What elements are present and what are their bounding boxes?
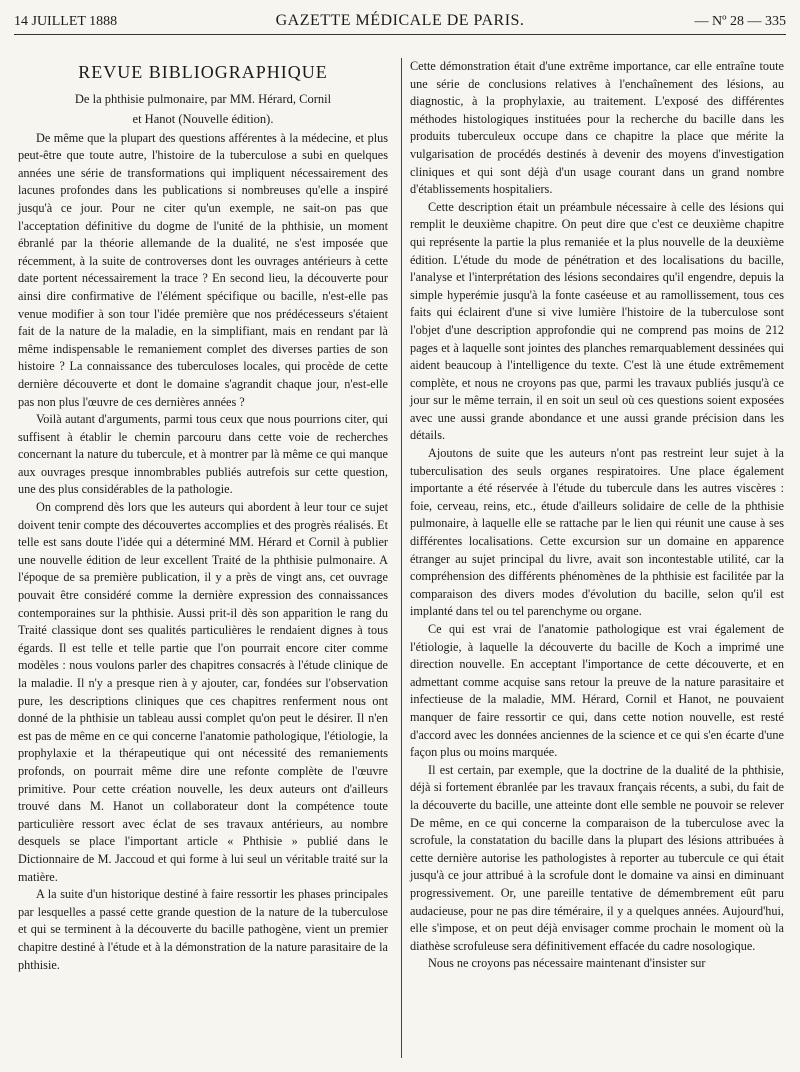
paragraph: On comprend dès lors que les auteurs qui abordent à leur tour ce sujet doivent tenir compte des découvertes accomplies et des progrès réalisés. Et telle est sans doute l'idée qui a déterminé MM. Hérard et Cornil à publier une nouvelle édition de leur excellent Traité de la phthisie pulmonaire. A l'époque de sa première publication, il y a près de vingt ans, cet ouvrage pouvait être considéré comme la dernière expression des connaissances contemporaines sur la phthisie. Aussi prit-il dès son apparition le rang du Traité classique dont ses qualités particulières le rendaient dignes à tous égards. Il est telle et telle partie que l'on pourrait encore citer comme modèles : nous voulons parler des chapitres consacrés à l'étude clinique de la maladie. Il n'y a presque rien à y ajouter, car, fondées sur l'observation pure, les descriptions cliniques que ces chapitres renferment nous ont donné de la phthisie un tableau aussi complet qu'on peut le désirer. Il n'en est pas de même en ce qui concerne l'anatomie pathologique, l'étiologie, la prophylaxie et la thérapeutique qui ont nécessité des remaniements profonds, on pourrait même dire une refonte complète de l'œuvre primitive. Pour cette création nouvelle, les deux auteurs ont d'ailleurs trouvé dans M. Hanot un collaborateur dont la compétence toute particulière ressort avec éclat de ses travaux antérieurs, au nombre desquels se place l'important article « Phthisie » publié dans le Dictionnaire de M. Jaccoud et qui forme à lui seul un véritable traité sur la matière. [18, 500, 388, 884]
paragraph: Nous ne croyons pas nécessaire maintenant d'insister sur [428, 956, 706, 971]
header-date: 14 JUILLET 1888 [14, 14, 118, 29]
book-title-line-2: et Hanot (Nouvelle édition). [132, 111, 274, 126]
paragraph: A la suite d'un historique destiné à faire ressortir les phases principales par lesquelles a passé cette grande question de la nature de la tuberculose et qui se terminent à la découverte du bacille pathogène, vient un premier chapitre destiné à l'étude et à la démonstration de la nature parasitaire de la phthisie. [18, 887, 388, 972]
header-title: GAZETTE MÉDICALE DE PARIS. [275, 12, 525, 29]
header-rule [14, 34, 786, 35]
left-column [18, 60, 388, 974]
paragraph: Cette description était un préambule nécessaire à celle des lésions qui remplit le deuxième chapitre. On peut dire que c'est ce deuxième chapitre qui représente la partie la plus remaniée et la plus nouvelle de la deuxième édition. L'étude du mode de pénétration et des localisations du bacille, l'analyse et l'interprétation des lésions secondaires qu'il engendre, depuis la simple hyperémie jusqu'à la fonte caséeuse et au ramollissement, tous ces faits qui éclairent d'une si vive lumière l'histoire de la tuberculose sont l'objet d'une description approfondie qui ne comprend pas moins de 212 pages et à laquelle sont jointes des planches remarquablement dessinées qui aident beaucoup à l'intelligence du texte. C'est là une étude extrêmement complète, et nous ne croyons pas que, parmi les travaux publiés jusqu'à ce jour sur le même terrain, il en soit un seul où ces questions soient exposées avec une aussi grande abondance et une aussi grande précision dans les détails. [410, 199, 784, 443]
column-divider [401, 58, 402, 1058]
paragraph: Ce qui est vrai de l'anatomie pathologique est vrai également de l'étiologie, à laquelle la découverte du bacille de Koch a imprimé une direction nouvelle. En acceptant l'importance de cette découverte, et en admettant comme acquise sans retour la preuve de la nature parasitaire et infectieuse de la maladie, MM. Hérard, Cornil et Hanot, ne pouvaient manquer de faire ressortir ce qui, dans cette notion nouvelle, est resté d'accord avec les données anciennes de la science et ce qui s'en écarte d'une façon plus ou moins marquée. [410, 622, 784, 760]
right-column [410, 58, 784, 973]
page-header [14, 12, 786, 34]
paragraph: De même que la plupart des questions afférentes à la médecine, et plus peut-être que toute autre, l'histoire de la tuberculose a subi en quelques années une série de transformations qui impliquent nécessairement des lacunes profondes dans les publications si nombreuses qu'elle a inspiré jusqu'à ce jour. Pour ne citer qu'un exemple, ne sait-on pas que l'acceptation définitive du dogme de l'unité de la phthisie, un moment ébranlé par la théorie allemande de la dualité, ne s'est imposée que récemment, à la suite de controverses dont les ouvrages antérieurs à cette date portent nécessairement la trace ? En second lieu, la découverte pour ainsi dire confirmative de l'élément spécifique ou bacille, n'est-elle pas venue modifier à son tour l'idée première que nos prédécesseurs s'étaient fait de la nature de la maladie, en la simplifiant, mais en rendant par là même indispensable le remaniement complet des diverses parties de son histoire ? La connaissance des tuberculoses locales, qui procède de cette dernière découverte et dont le domaine s'agrandit chaque jour, n'est-elle pas non plus l'œuvre de ces dernières années ? [18, 130, 388, 409]
paragraph: Cette démonstration était d'une extrême importance, car elle entraîne toute une série de conclusions relatives à l'enchaînement des lésions, au diagnostic, à la prophylaxie, au traitement. L'exposé des différentes méthodes histologiques instituées pour la recherche du bacille dans les produits tuberculeux occupe dans ce chapitre la place que mérite la vulgarisation de procédés destinés à devenir des moyens d'investigation cliniques et qui sont déjà d'un usage courant dans un grand nombre d'établissements hospitaliers. [410, 59, 784, 197]
header-page-number: — Nº 28 — 335 [694, 14, 786, 29]
paragraph: Il est certain, par exemple, que la doctrine de la dualité de la phthisie, déjà si fortement ébranlée par les travaux français récents, a subi, du fait de la découverte du bacille, une atteinte dont elle semble ne pouvoir se relever De même, en ce qui concerne la comparaison de la tuberculose avec la scrofule, la constatation du bacille dans la plupart des lésions attribuées à cette dernière autorise les pathologistes à reporter au tubercule ce qui était jusqu'à ce jour attribué à la scrofule dont le domaine va ainsi en diminuant progressivement. Or, une pareille tentative de démembrement eût paru audacieuse, pour ne pas dire téméraire, il y a quelques années. Aujourd'hui, elle s'impose, et on peut déjà envisager comme prochain le moment où la diathèse scrofuleuse sera définitivement effacée du cadre nosologique. [410, 762, 784, 953]
section-title: REVUE BIBLIOGRAPHIQUE [78, 62, 328, 82]
paragraph: Voilà autant d'arguments, parmi tous ceux que nous pourrions citer, qui suffisent à établir le chemin parcouru dans cette voie de recherches concernant la nature du tubercule, et à montrer par là même ce qui manque aux ouvrages presque innombrables publiés autrefois sur cette question, une des plus considérables de la pathologie. [18, 412, 388, 497]
paragraph: Ajoutons de suite que les auteurs n'ont pas restreint leur sujet à la tuberculisation des seuls organes respiratoires. Une place également importante a été réservée à l'étude du tubercule dans les autres viscères : foie, cerveau, reins, etc., étude d'ailleurs solidaire de celle de la phthisie pulmonaire, à laquelle elle se rattache par le lien qui réunit une cause à ses différentes localisations. Cette excursion sur un domaine en apparence étranger au sujet principal du livre, avait son incontestable utilité, car la compréhension des différents phénomènes de la phthisie est facilitée par la comparaison des divers modes d'évolution du bacille, selon qu'il est implanté dans tel ou tel parenchyme ou organe. [410, 446, 784, 619]
book-title-line-1: De la phthisie pulmonaire, par MM. Hérard, Cornil [74, 91, 332, 106]
